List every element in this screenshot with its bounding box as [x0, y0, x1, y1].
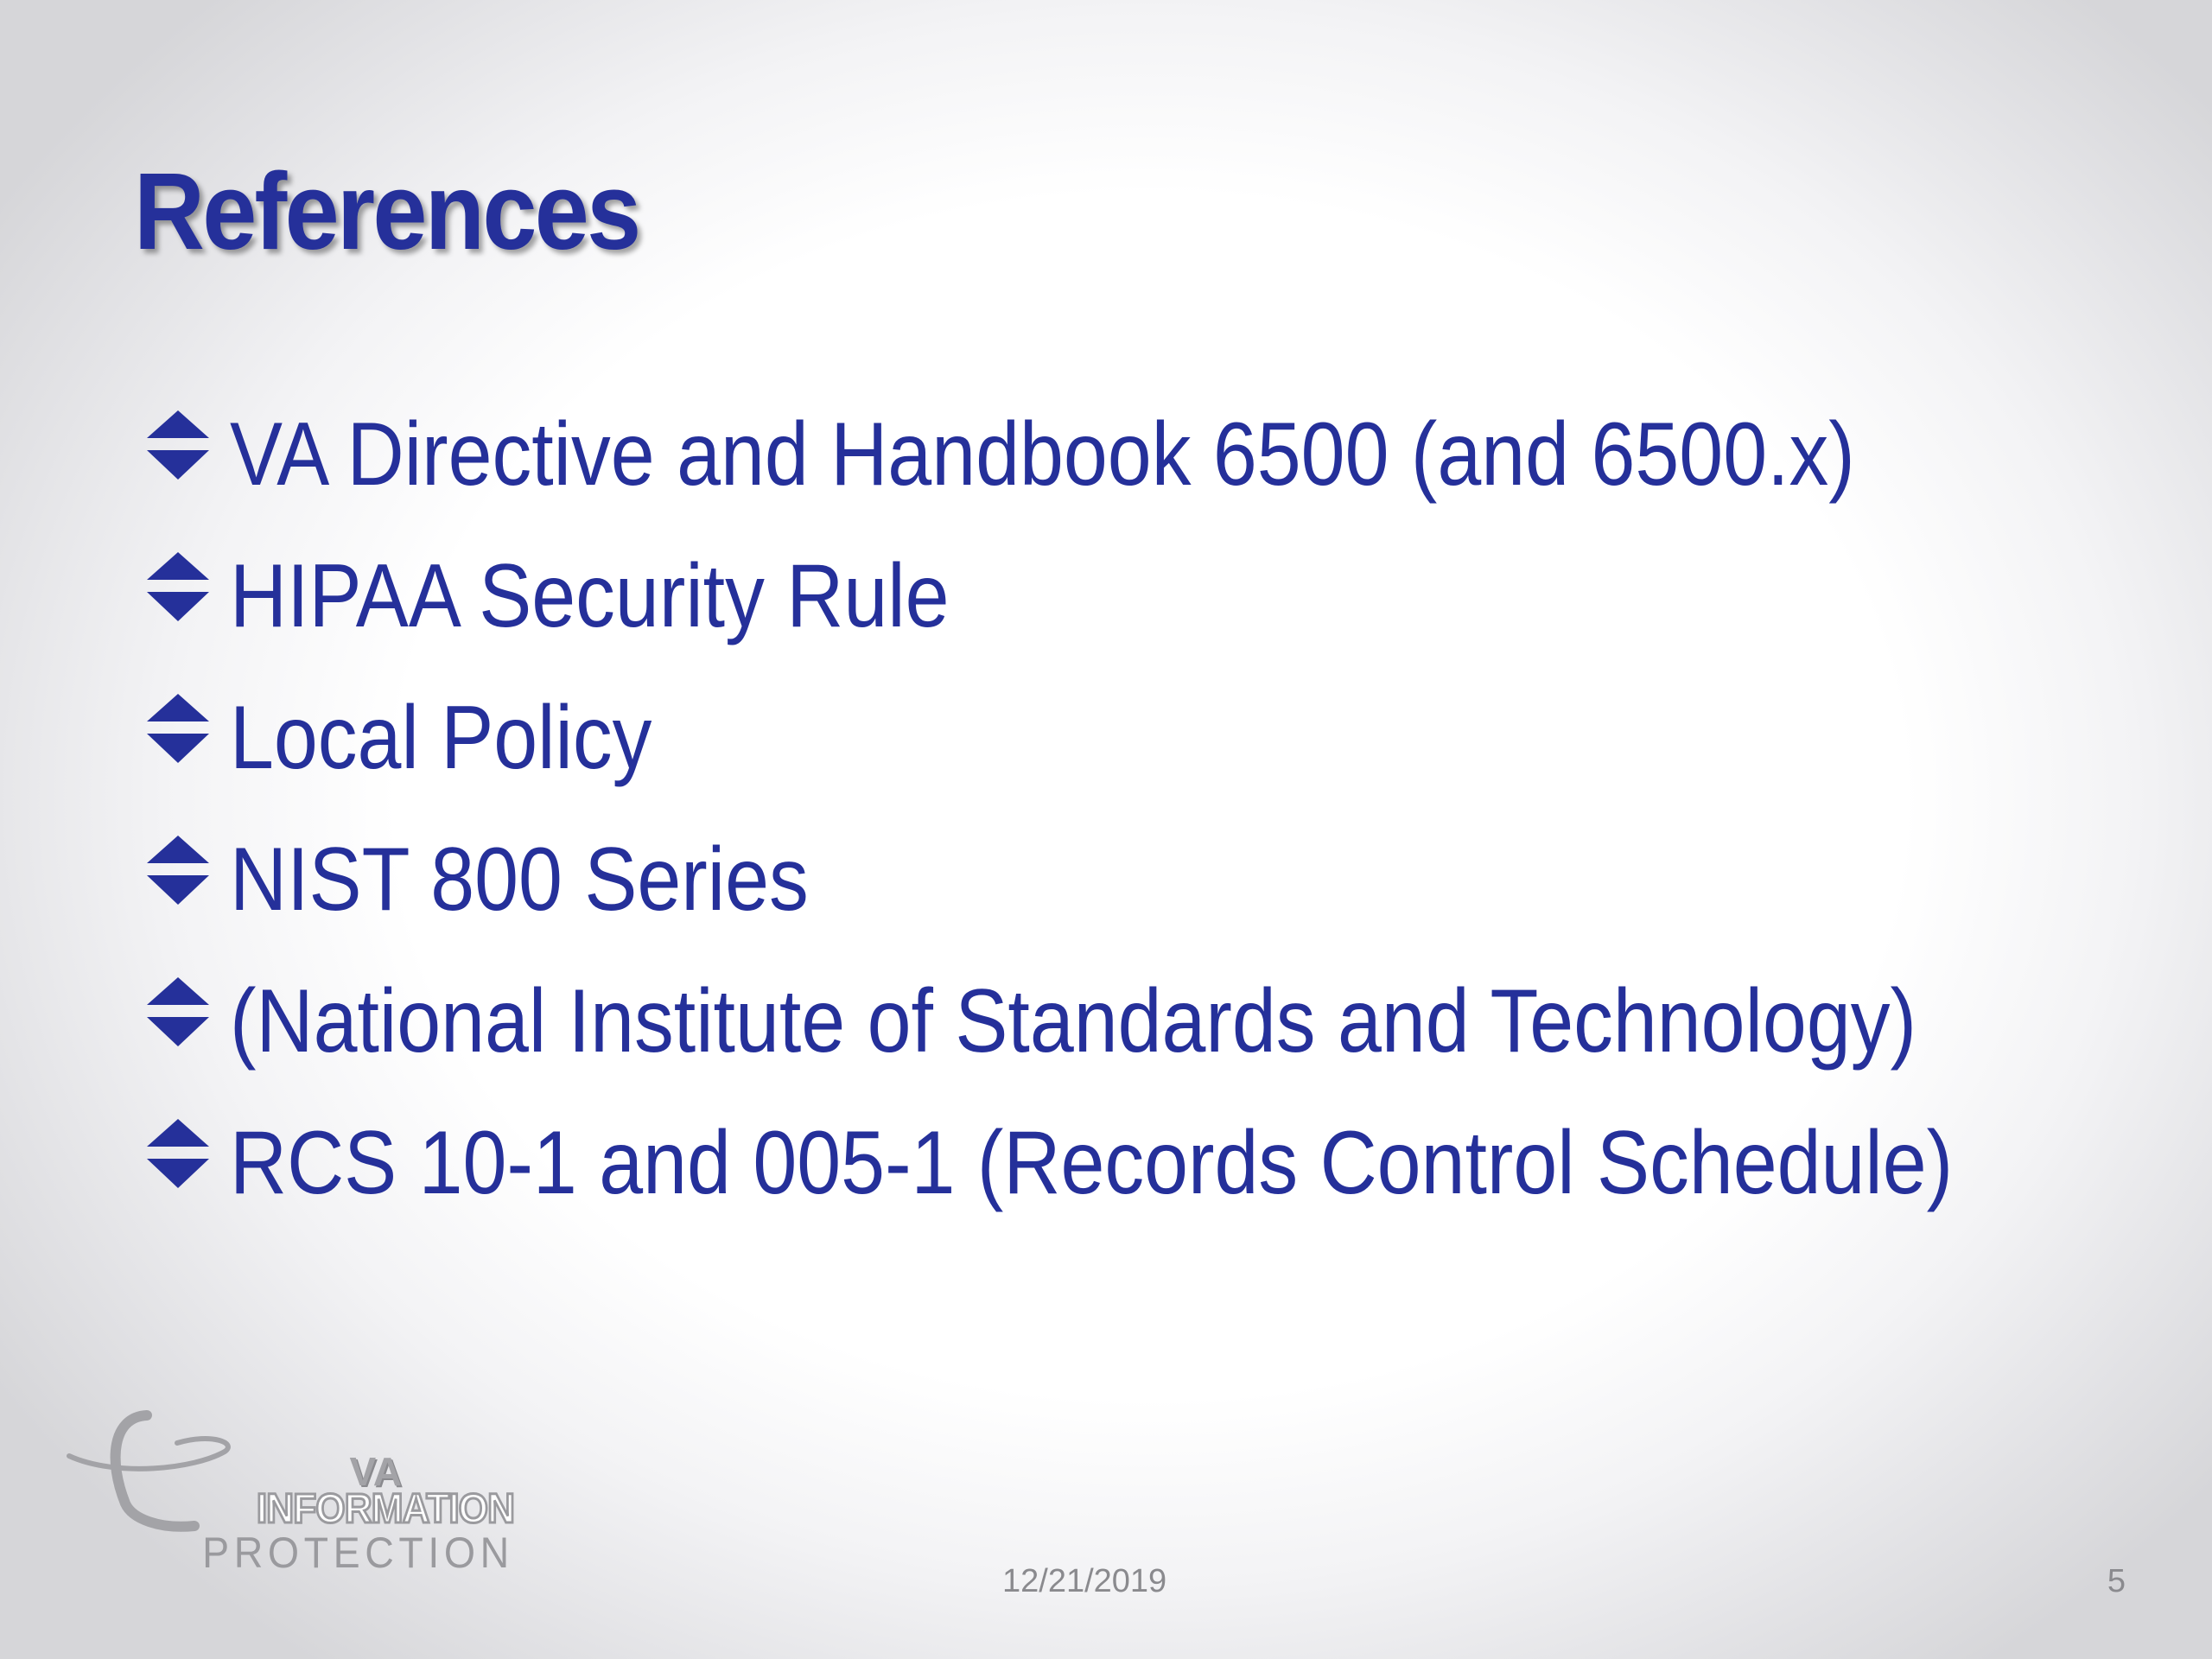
- bullet-item: [147, 677, 2188, 818]
- bullet-item: [147, 818, 2188, 960]
- footer-date: 12/21/2019: [1002, 1563, 1167, 1599]
- up-down-arrow-icon: [147, 836, 209, 910]
- bullet-text: Local Policy: [230, 688, 652, 788]
- bullet-item: [147, 535, 2188, 677]
- up-down-arrow-icon: [147, 552, 209, 626]
- va-information-protection-logo: [65, 1408, 514, 1581]
- bullet-text: NIST 800 Series: [230, 830, 809, 930]
- bullet-text: VA Directive and Handbook 6500 (and 6500.x): [230, 404, 1855, 505]
- bullet-text: (National Institute of Standards and Technology): [230, 971, 1916, 1071]
- slide-title: References: [134, 150, 639, 272]
- up-down-arrow-icon: [147, 977, 209, 1052]
- bullet-item: [147, 960, 2188, 1102]
- up-down-arrow-icon: [147, 410, 209, 485]
- bullet-text: HIPAA Security Rule: [230, 546, 950, 646]
- bullet-item: [147, 1102, 2188, 1243]
- up-down-arrow-icon: [147, 1119, 209, 1193]
- swoosh-icon: [65, 1408, 272, 1538]
- page-number: 5: [2107, 1563, 2126, 1599]
- bullet-list: [147, 393, 2188, 1243]
- up-down-arrow-icon: [147, 694, 209, 768]
- logo-protection-text: PROTECTION: [202, 1529, 514, 1577]
- logo-va-text: VA: [349, 1449, 402, 1494]
- logo-information-text: INFORMATION: [256, 1486, 514, 1532]
- bullet-item: [147, 393, 2188, 535]
- bullet-text: RCS 10-1 and 005-1 (Records Control Schedule): [230, 1113, 1954, 1213]
